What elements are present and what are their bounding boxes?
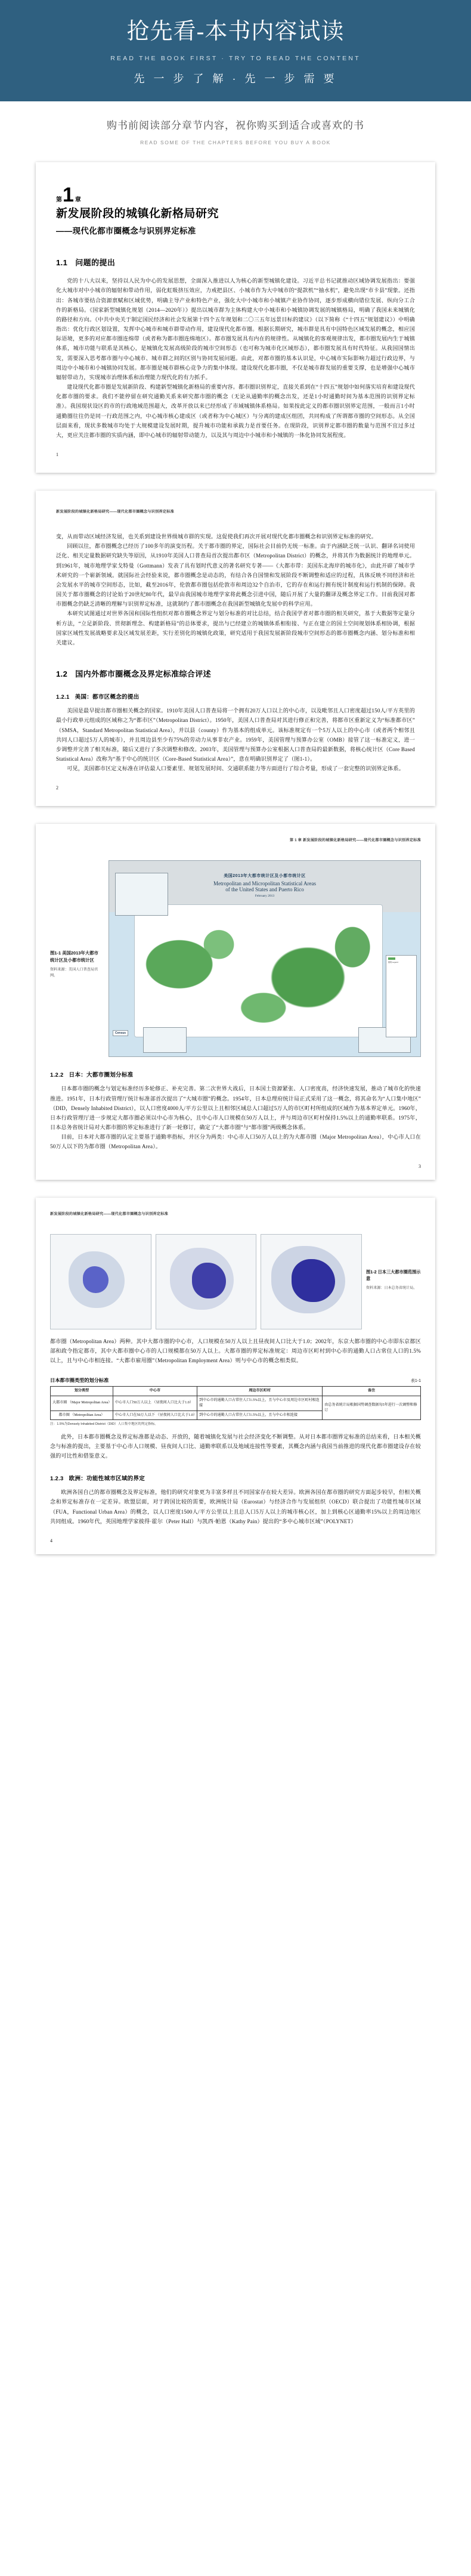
chapter-title: 新发展阶段的城镇化新格局研究 — [56, 207, 219, 221]
table-cell: 到中心市的通勤人口占常住人口1.5%以上，且与中心市及周边市区町村相连接 — [197, 1396, 323, 1411]
running-header: 新发展阶段的城镇化新格局研究——现代化都市圈概念与识别界定标准 — [56, 510, 175, 514]
table-cell: 由总务省统计局根据国势调查数据每5年进行一次调整和修订 — [323, 1396, 421, 1419]
page-folio: 3 — [419, 1163, 421, 1169]
japan-map-panel-left — [50, 1234, 151, 1329]
subsection-number-1-2-1: 1.2.1 — [56, 694, 70, 701]
map-title-block — [109, 873, 420, 898]
map-region-highlight — [83, 1266, 109, 1292]
banner-title: 抢先看-本书内容试读 — [126, 19, 345, 44]
figure-1-1 — [50, 860, 421, 1057]
chapter-number-value: 1 — [63, 183, 74, 206]
table-title: 日本都市圈类型的划分标准 — [50, 1378, 109, 1384]
running-header-right: 第 1 章 新发展阶段的城镇化新格局研究——现代化都市圈概念与识别界定标准 — [289, 838, 421, 843]
subsection-heading-1-2-1 — [56, 692, 415, 700]
subsection-label-1-2-2: 日本：大都市圈划分标准 — [69, 1072, 134, 1079]
map-title-cn: 美国2013年大都市统计区及小都市统计区 — [224, 874, 306, 879]
section-label-1-2: 国内外都市圈概念及界定标准综合评述 — [75, 669, 212, 679]
figure-caption-text: 图1-2 日本三大都市圈范围示意 — [366, 1269, 421, 1282]
paragraph: 党的十八大以来，坚持以人民为中心的发展思想，全面深入推进以人为核心的新型城镇化建设。习近平总书记就推动区域协调发展指出：要强化大城市对中小城市的辐射和带动作用，弱化虹吸挤压效应，力戒把县区、小城市作为大中城市的“提款机”“抽水机”，避免出现“市卡县”现象。还指出：各城市要结合资源禀赋和区域优势，明确主导产业和特色产业，强化大中小城市和小城镇产业协作协同，逐步形成横向错位发展、纵向分工合作的新格局。《国家新型城镇化规划（2014—2020年）》提出以城市群为主体构建大中小城市和小城镇协调发展的城镇格局，明确了我国未来城镇化的路径和方向。《中共中央关于制定国民经济和社会发展第十四个五年规划和二〇三五年远景目标的建议》（以下简称《“十四五”规划建议》）中明确指出：优化行政区划设置，发挥中心城市和城市群带动作用，建设现代化都市圈。根据长期研究，城市群是具有中国特色区域发展的概念，相应国际语境，更多的对应都市圈连绵带（或者称为都市圈连绵地区）。都市圈发展具有内在的规律性。从城镇化的客观规律出发，都市圈发展内生于城镇体系，城市功能与联系是其核心，是城镇化发展高级阶段的城市空间形态（也可称为城市化区域形态），都市圈发展具有时代特征。从我国国情出发，需要深入思考都市圈与中心城市、城市群之间的区别与协同发展问题。由此，对都市圈的基本认识是，中心城市实际影响力超过行政边界，与周边中小城市和小城镇协同发展。都市圈是城市群核心竞争力的集中体现。建设现代化都市圈，不仅是城市群发展的重要支撑，也是增强中心城市辐射带动力，实现城市治理体系和治理能力现代化的有力抓手。 — [56, 278, 415, 380]
map-landmass — [134, 904, 383, 1037]
paragraph: 变，从而带动区域经济发展，也关系到建设世界级城市群的实现。这促使我们再次开展对现代化都市圈概念和识别界定标准的研究。 — [56, 534, 377, 540]
subsection-label-1-2-1: 美国：都市区概念的提出 — [75, 694, 140, 701]
table-cell: 中心市人口50万人以上 （昼夜间人口比大于1.0） — [113, 1396, 197, 1411]
figure-source: 资料来源：日本总务省统计局。 — [366, 1285, 417, 1290]
table-row — [51, 1396, 421, 1411]
figure-1-2 — [50, 1234, 421, 1329]
japan-map-panel-right — [261, 1234, 362, 1329]
figure-caption-text: 图1-1 美国2013年大都市统计区及小都市统计区 — [50, 950, 98, 963]
running-header: 新发展阶段的城镇化新格局研究——现代化都市圈概念与识别界定标准 — [50, 1211, 169, 1216]
table-column-header: 周边市区町村 — [197, 1387, 323, 1396]
section-number-1-1: 1.1 — [56, 258, 68, 268]
paragraph: 回顾以往，都市圈概念已经历了100多年的演变历程。关于都市圈的界定，国际社会目前仍无统一标准。由于内涵缺乏统一认识、翻译名词使用泛化、相关定量数据研究缺失等原因，从1910年美国人口普查局首次提出都市区（Metropolitan District）的概念，并将其作为数据统计的地理单元。到1961年，城市地理学家戈特曼（Gottmann）发表了具有划时代意义的著名研究专著——《大都市带：美国东北海岸的城市化》，由此开辟了城市学术研究的一个崭新领域。就国际社会经验来说，都市圈概念是动态的，有结合各自国情和发展阶段不断调整和适应的过程，具体反映不同经济和社会发展水平的城市空间形态，比如，截至2016年，伦敦都市圈包括伦敦市和周边32个自治市，它的存在和运行拥有统计制度和运行机制的保障。我国关于都市圈概念的讨论始于20世纪80年代，最早由我国城市地理学家将此概念引进中国，随后开展了大量的翻译及概念界定工作。目前我国对都市圈概念仍缺乏清晰的理解与识别界定标准，这就制约了都市圈概念在我国新型城镇化发展中的科学应用。 — [56, 543, 415, 607]
paragraph: 日本都市圈的概念与划定标准经历多轮修正、补充完善。第二次世界大战后，日本国土资源紧张、人口密度高，经济快速发展，推动了城市化的快速推进。1951年，日本行政管理厅统计标准部首次提出了“大城市圈”的概念。1954年，日本总理府统计局正式采用了这一概念，将其命名为“人口集中地区”（DID，Densely Inhabited District），以人口密度4000人/平方公里以上且相邻区域总人口超过5万人的市区町村所组成的区域作为基本界定单元。1960年，日本行政管理厅进一步规定大都市圈必须以中心市为核心，且中心市人口规模在50万人以上，并与周边市区町村保持1.5%以上的通勤率联系。1975年，日本总务省统计局对大都市圈的界定标准进行了新一轮修订，确定了“大都市圈”与“都市圈”两级概念体系。 — [50, 1086, 421, 1131]
page-folio: 1 — [56, 452, 58, 458]
us-metro-map — [109, 860, 421, 1057]
subsection-number-1-2-3: 1.2.3 — [50, 1475, 64, 1483]
paragraph: 欧洲各国自己的都市圈概念及界定标准，他们的研究对象更为丰富多样且不同国家存在较大差异。欧洲各国在都市圈的研究方面起步较早，但相关概念和界定标准存在一定差异。欧盟层面，对于跨国比较的需要，欧洲统计局（Eurostat）与经济合作与发展组织（OECD）联合提出了功能性城市区域（FUA，Functional Urban Area）的概念，以人口密度1500人/平方公里以上且总人口5万人以上的城市核心区，加上到核心区通勤率15%以上的周边地区共同组成。1960年代，英国地理学家彼得·霍尔（Peter Hall）与凯西·帕恩（Kathy Pain）提出的“多中心城市区域”（POLYNET） — [50, 1489, 421, 1524]
map-region-highlight — [192, 1263, 226, 1298]
section-number-1-2: 1.2 — [56, 669, 68, 679]
table-cell: 大都市圈 （Major Metropolitan Area） — [51, 1396, 113, 1411]
paragraph: 本研究试图通过对世界各国和国际性组织对都市圈概念界定与划分标准的对比总结，结合我国学者对都市圈的相关研究，基于大数据等定量分析方法，“立足新阶段、贯彻新理念、构建新格局”的总体要求，提出与已经建立的城镇体系相衔接、与正在建立的国土空间规划体系相协调，根据国家区域性发展战略要求及区域发展差距，实行差别化的城镇化政策，研究适用于我国发展新阶段城市空间形态的都市圈概念内涵、划分标准和相关建议。 — [56, 610, 415, 646]
chapter-subtitle: ——现代化都市圈概念与识别界定标准 — [56, 227, 196, 236]
map-date: February 2013 — [255, 894, 275, 898]
book-page-3 — [36, 824, 435, 1179]
legend-title: 图例 Legend — [388, 960, 398, 963]
subsection-number-1-2-2: 1.2.2 — [50, 1072, 64, 1079]
paragraph: 此外，日本都市圈概念及界定标准都是动态、开放的，随着城镇化发展与社会经济变化不断调整。从对日本都市圈界定标准的总结来看，日本相关概念与标准的提出，主要基于中心市人口规模、昼夜间人口比、通勤率联系以及地域连接性等要素，其概念内涵与我国当前推进的现代化都市圈建设存在较强的可比性和借鉴意义。 — [50, 1433, 421, 1459]
table-column-header: 划分类型 — [51, 1387, 113, 1396]
section-label-1-1: 问题的提出 — [75, 258, 116, 268]
section-heading-1-2 — [56, 668, 415, 679]
book-page-4 — [36, 1198, 435, 1554]
japan-metro-criteria-table — [50, 1386, 421, 1420]
map-title-en-line2: of the United States and Puerto Rico — [225, 886, 304, 893]
chapter-number — [56, 183, 415, 206]
japan-map-panel-center — [156, 1234, 257, 1329]
census-logo: Census — [113, 1030, 128, 1036]
table-cell: 中心市人口在50万人以下 （昼夜间人口比大于1.0） — [113, 1411, 197, 1420]
preview-pages — [0, 151, 471, 1589]
legend-swatch — [388, 957, 395, 960]
table-cell: 到中心市的通勤人口占常住人口1.5%以上，且与中心市相连接 — [197, 1411, 323, 1420]
banner-subtitle-cn: 先 一 步 了 解 · 先 一 步 需 要 — [134, 72, 337, 85]
table-note: 注：1.5%为Densely Inhabited District（DID）人口集中地区的判定指标。 — [50, 1422, 158, 1427]
table-column-header: 中心市 — [113, 1387, 197, 1396]
map-title-en-line1: Metropolitan and Micropolitan Statistical Areas — [213, 881, 316, 887]
paragraph: 可见，美国都市区定义标准在评估最人口要素里、规划发展时间、交通联系能力等方面进行了综合考量，形成了一套完整的识别界定体系。 — [67, 765, 405, 772]
intro-subhead — [0, 101, 471, 151]
page-folio: 4 — [50, 1537, 52, 1543]
book-page-1 — [36, 162, 435, 473]
banner-subtitle-en: READ THE BOOK FIRST · TRY TO READ THE CONTENT — [110, 54, 361, 62]
paragraph: 建设现代化都市圈是发展新阶段、构建新型城镇化新格局的重要内容。都市圈识别界定，直接关系到在“十四五”规划中如何落实培育和建设现代化都市圈的要求。我们不能停留在研究通勤关系来研究都市圈的概念（无论从通勤率的概念出发，还是1小时通勤时间为基本范围的识别界定标准）。我国现状设区的市的行政地域范围超大，改革开放以来已经形成了市域城镇体系格局。如果按此定义的都市圈识别界定范围，一般而言1小时通勤圈往往仍是同一行政范围之内，中心城市核心建成区（或者称为中心城区）与分离的建成区组团，共同构成了所谓都市圈的空间形态。从全国层面来看，现状多数城市均处于大规模建设发展时期，提升城市功能和承载力是首要任务。在现阶段，识别界定都市圈的数量与范围不宜过多过大，更应关注都市圈的实质内涵，即中心城市的辐射带动能力，以及其与周边中小城市和小城镇的一体化协同发展程度。 — [56, 384, 415, 438]
table-column-header: 备注 — [323, 1387, 421, 1396]
page-folio: 2 — [56, 785, 58, 791]
section-heading-1-1 — [56, 256, 415, 268]
chapter-number-suffix: 章 — [75, 196, 81, 203]
table-number: 表1-1 — [410, 1379, 421, 1384]
page-banner — [0, 0, 471, 101]
table-header — [51, 1387, 421, 1396]
table-header-row — [50, 1377, 421, 1384]
subsection-label-1-2-3: 欧洲：功能性城市区域的界定 — [69, 1475, 145, 1483]
subsection-heading-1-2-3 — [50, 1474, 421, 1482]
chapter-number-prefix: 第 — [56, 196, 62, 203]
map-inset-hawaii — [143, 1027, 187, 1053]
figure-caption-1-2 — [366, 1234, 421, 1329]
table-cell: 都市圈 （Metropolitan Area） — [51, 1411, 113, 1420]
figure-source: 资料来源：美国人口普查局官网。 — [50, 968, 98, 978]
book-page-2 — [36, 491, 435, 806]
paragraph: 美国是最早提出都市圈相关概念的国家。1910年美国人口普查局将一个拥有20万人口以上的中心市，以及毗邻且人口密度超过150人/平方英里的最小行政单元组成的区域称之为“都市区”（Metropolitan District）。1950年，美国人口普查局对其进行修正和完善，将都市区重新定义为“标准都市区”（SMSA，Standard Metropolitan Statistical Area），并以县（county）作为基本的组成单元。该标准规定有一个5万人以上的中心市（或者两个相邻且共同人口超过5万人的城市），并且周边县至少有75%的劳动力从事非农产业。1959年，美国管理与预算办公室（OMB）接管了这一标准定义，进一步调整并完善了相关标准，随后又进行了多次调整和修改。2003年，美国管理与预算办公室根据人口普查局的最新数据，将核心统计区（Core Based Statistical Area）改称为“基于中心的统计区（Core-Based Statistical Area）”，意在明确识别界定了（图1-1）。 — [56, 708, 415, 762]
subsection-heading-1-2-2 — [50, 1070, 421, 1078]
intro-subhead-en: READ SOME OF THE CHAPTERS BEFORE YOU BUY A BOOK — [140, 139, 331, 145]
map-legend — [386, 955, 417, 1037]
figure-caption-1-1 — [50, 860, 103, 978]
paragraph: 目前，日本对大都市圈的认定主要基于通勤率指标，并区分为两类：中心市人口50万人以上的为大都市圈（Major Metropolitan Area），中心市人口在50万人以下的为都市圈（Metropolitan Area）。 — [50, 1134, 421, 1150]
paragraph: 都市圈（Metropolitan Area）两种。其中大都市圈的中心市，人口规模在50万人以上且昼夜间人口比大于1.0；2002年，东京大都市圈的中心市即东京都区部和政令指定都市，其中大都市圈中心市的人口规模都在50万人以上。大都市圈的界定标准规定：周边市区町村到中心市的通勤人口占常住人口的1.5%以上，且与中心市相连接。“大都市雇用圈”（Metropolitan Employment Area）则与中心市的概念相类似。 — [50, 1338, 421, 1363]
intro-subhead-cn: 购书前阅读部分章节内容，祝你购买到适合或喜欢的书 — [107, 119, 364, 131]
